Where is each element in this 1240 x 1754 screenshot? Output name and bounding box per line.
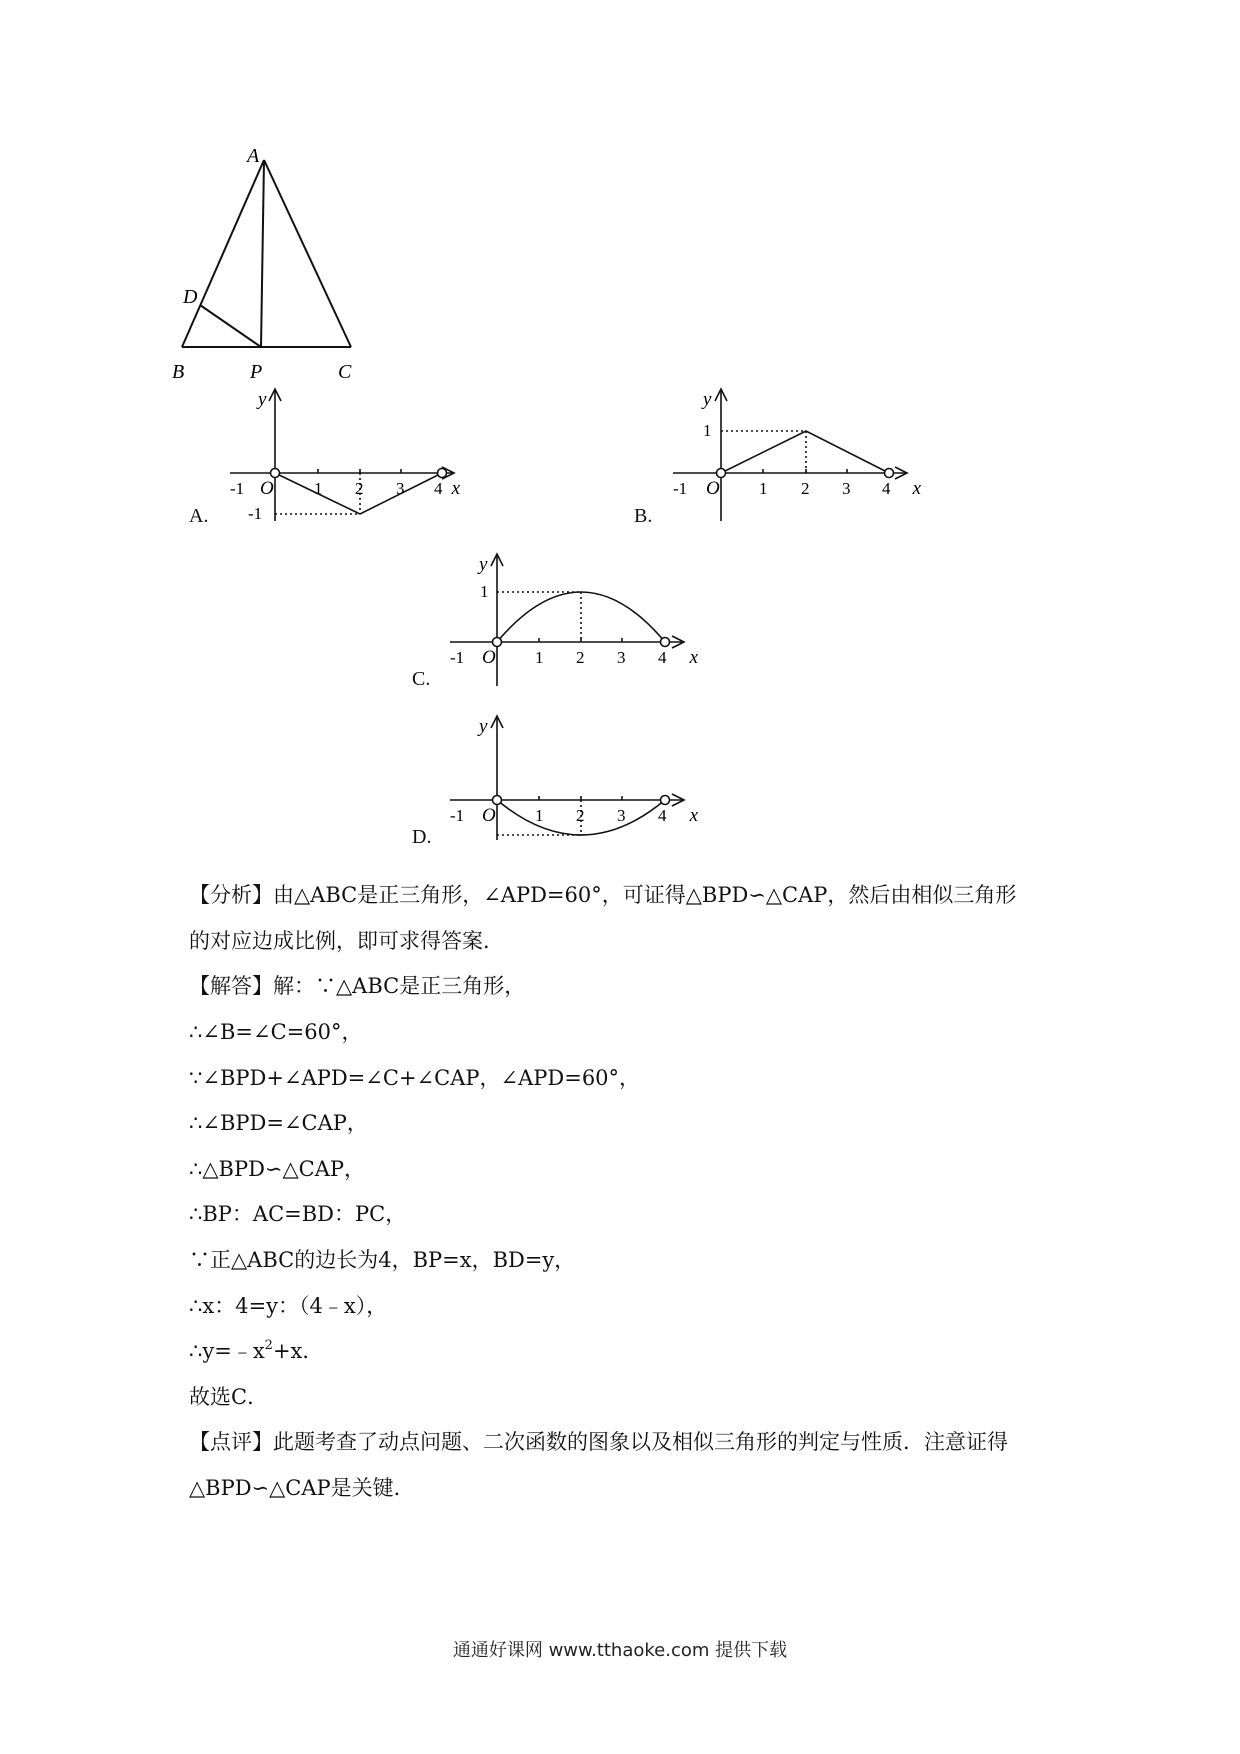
- step8-tail: +x．: [272, 1339, 324, 1363]
- answer-line: 故选C．: [189, 1385, 269, 1409]
- open-point: [661, 638, 670, 647]
- x-axis-label: x: [689, 805, 698, 826]
- comment-line-2: △BPD∽△CAP是关键．: [189, 1476, 415, 1500]
- tick-label: 1: [535, 648, 544, 667]
- step8-main: ∴y=﹣x: [189, 1339, 265, 1363]
- analysis-line-1: 【分析】由△ABC是正三角形，∠APD=60°，可证得△BPD∽△CAP，然后由相似三角形: [189, 883, 1017, 907]
- label-b: B: [172, 361, 185, 383]
- label-c: C: [338, 361, 352, 383]
- tick-label: 1: [535, 806, 544, 825]
- segment-dp: [200, 305, 261, 347]
- y-axis-label: y: [703, 389, 712, 410]
- graph-option-d: [440, 712, 700, 842]
- comment-line-1: 【点评】此题考查了动点问题、二次函数的图象以及相似三角形的判定与性质．注意证得: [189, 1430, 1008, 1454]
- y-mark-label: 1: [480, 582, 489, 601]
- open-point: [661, 796, 670, 805]
- origin-label: O: [482, 805, 496, 826]
- tick-label: 4: [658, 648, 667, 667]
- tick-label: 2: [576, 648, 585, 667]
- solution-step-5: ∴BP：AC=BD：PC，: [189, 1202, 407, 1226]
- tick-label: -1: [673, 479, 688, 498]
- graph-option-b: [663, 385, 923, 525]
- tick-label: 3: [617, 648, 626, 667]
- open-point: [493, 638, 502, 647]
- tick-label: 2: [576, 806, 585, 825]
- tick-label: 2: [801, 479, 810, 498]
- origin-label: O: [706, 478, 720, 499]
- solution-heading: 【解答】解：∵△ABC是正三角形，: [189, 974, 526, 998]
- side-ac: [264, 160, 351, 347]
- solution-step-2: ∵∠BPD+∠APD=∠C+∠CAP，∠APD=60°，: [189, 1066, 641, 1090]
- solution-step-6: ∵正△ABC的边长为4，BP=x，BD=y，: [189, 1248, 576, 1272]
- label-p: P: [250, 361, 263, 383]
- tick-label: 3: [842, 479, 851, 498]
- triangle-figure: [172, 145, 410, 383]
- origin-label: O: [260, 478, 274, 499]
- y-mark-label: -1: [248, 504, 263, 523]
- tick-label: -1: [450, 648, 465, 667]
- x-axis-label: x: [689, 647, 698, 668]
- solution-step-1: ∴∠B=∠C=60°，: [189, 1020, 363, 1044]
- option-d-label: D.: [412, 826, 432, 848]
- y-axis-label: y: [479, 716, 488, 737]
- origin-label: O: [482, 647, 496, 668]
- tick-label: 3: [396, 479, 405, 498]
- tick-label: 1: [314, 479, 323, 498]
- graph-line: [721, 431, 889, 473]
- open-point: [717, 469, 726, 478]
- tick-label: -1: [230, 479, 245, 498]
- solution-step-4: ∴△BPD∽△CAP，: [189, 1157, 366, 1181]
- solution-step-3: ∴∠BPD=∠CAP，: [189, 1111, 368, 1135]
- tick-label: 2: [355, 479, 364, 498]
- y-mark-label: 1: [703, 421, 712, 440]
- open-point: [438, 469, 447, 478]
- analysis-line-2: 的对应边成比例，即可求得答案．: [189, 929, 504, 953]
- footer-text: 通通好课网 www.tthaoke.com 提供下载: [452, 1640, 788, 1661]
- y-axis-label: y: [258, 389, 267, 410]
- tick-label: 4: [434, 479, 443, 498]
- tick-label: 3: [617, 806, 626, 825]
- open-point: [271, 469, 280, 478]
- option-b-label: B.: [634, 505, 653, 527]
- tick-label: 1: [759, 479, 768, 498]
- label-a: A: [247, 145, 260, 167]
- tick-label: -1: [450, 806, 465, 825]
- option-a-label: A.: [189, 505, 209, 527]
- y-axis-label: y: [479, 554, 488, 575]
- x-axis-label: x: [451, 478, 460, 499]
- open-point: [493, 796, 502, 805]
- tick-label: 4: [658, 806, 667, 825]
- option-c-label: C.: [412, 668, 431, 690]
- label-d: D: [183, 286, 198, 308]
- segment-ap: [261, 160, 264, 347]
- graph-option-c: [440, 550, 700, 690]
- tick-label: 4: [882, 479, 891, 498]
- solution-step-7: ∴x：4=y：（4﹣x），: [189, 1294, 388, 1318]
- graph-option-a: [220, 385, 460, 525]
- side-ab: [182, 160, 264, 347]
- solution-step-8: [189, 1335, 323, 1367]
- open-point: [885, 469, 894, 478]
- step8-exponent: 2: [264, 1338, 273, 1353]
- x-axis-label: x: [912, 478, 921, 499]
